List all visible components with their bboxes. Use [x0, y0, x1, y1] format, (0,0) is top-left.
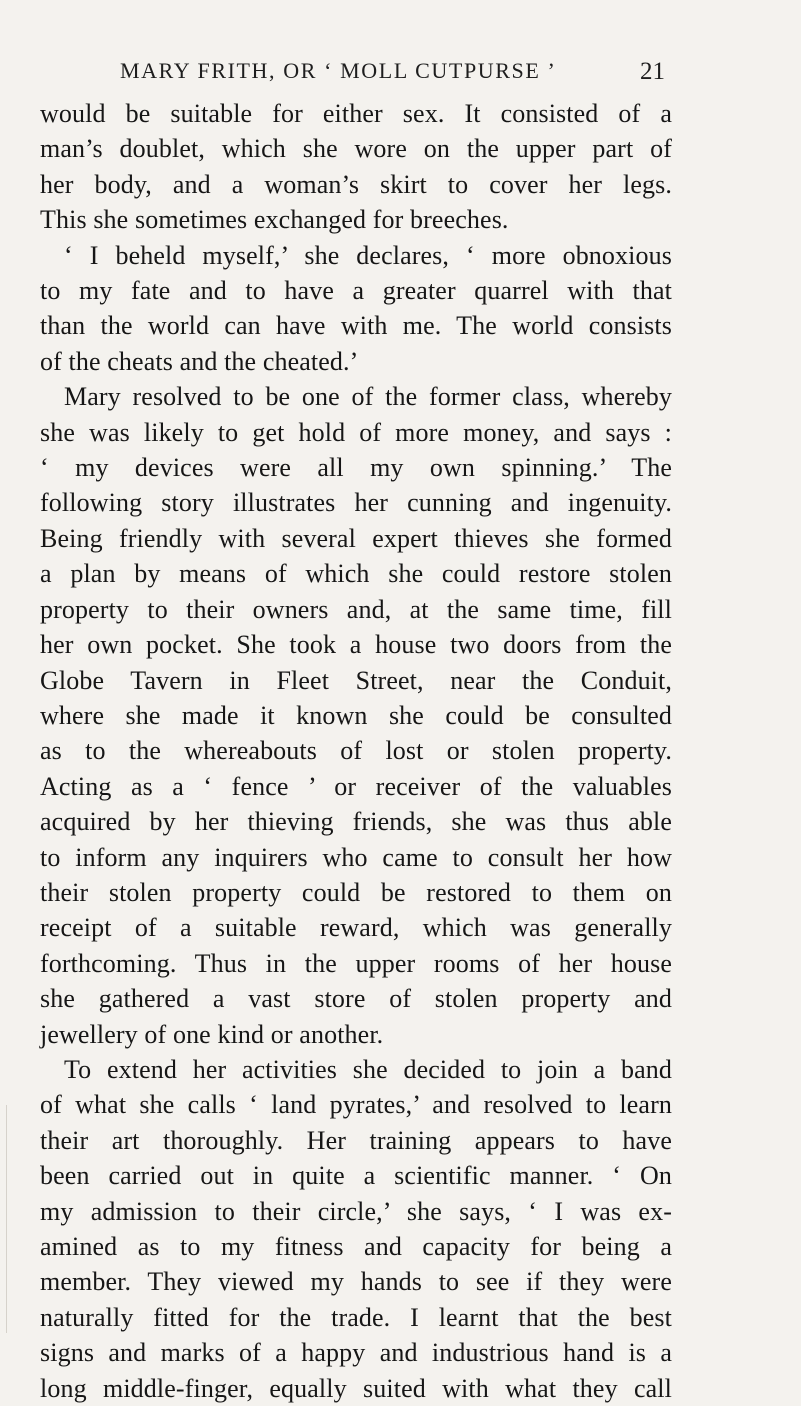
text-line: jewellery of one kind or another.: [40, 1019, 384, 1049]
text-line: Mary resolved to be one of the former class, whereby: [64, 382, 672, 412]
text-line: forthcoming. Thus in the upper rooms of her house: [40, 948, 672, 978]
text-line: following story illustrates her cunning and ingenuity.: [40, 488, 672, 518]
text-line: of the cheats and the cheated.’: [40, 346, 359, 376]
text-line: my admission to their circle,’ she says, ‘ I was ex-: [40, 1196, 672, 1226]
text-line: Being friendly with several expert thieves she formed: [40, 523, 672, 553]
running-head: MARY FRITH, OR ‘ MOLL CUTPURSE ’: [120, 58, 557, 83]
text-line: member. They viewed my hands to see if they were: [40, 1267, 672, 1297]
text-line: her own pocket. She took a house two doors from the: [40, 630, 672, 660]
text-line: signs and marks of a happy and industrious hand is a: [40, 1338, 672, 1368]
text-line: To extend her activities she decided to join a band: [64, 1054, 672, 1084]
text-line: ‘ my devices were all my own spinning.’ The: [40, 453, 672, 483]
page-header: [120, 58, 665, 92]
text-line: Globe Tavern in Fleet Street, near the Conduit,: [40, 665, 672, 695]
text-line: amined as to my fitness and capacity for being a: [40, 1232, 672, 1261]
text-line: her body, and a woman’s skirt to cover her legs.: [40, 169, 672, 199]
text-line: Acting as a ‘ fence ’ or receiver of the valuables: [40, 771, 672, 801]
text-line: their art thoroughly. Her training appears to have: [40, 1125, 672, 1155]
text-line: their stolen property could be restored to them on: [40, 877, 672, 907]
text-line: acquired by her thieving friends, she was thus able: [40, 807, 672, 837]
text-line: as to the whereabouts of lost or stolen property.: [40, 736, 672, 766]
text-line: long middle-finger, equally suited with what they call: [40, 1373, 672, 1403]
text-line: ‘ I beheld myself,’ she declares, ‘ more obnoxious: [64, 240, 672, 270]
text-line: where she made it known she could be consulted: [40, 700, 672, 730]
text-line: of what she calls ‘ land pyrates,’ and resolved to learn: [40, 1090, 672, 1120]
text-line: she gathered a vast store of stolen property and: [40, 984, 672, 1014]
text-line: man’s doublet, which she wore on the upper part of: [40, 134, 672, 164]
body-text: [40, 96, 672, 1406]
text-line: to my fate and to have a greater quarrel with that: [40, 276, 672, 306]
page-number: 21: [640, 58, 665, 85]
text-line: This she sometimes exchanged for breeches.: [40, 205, 509, 235]
text-line: she was likely to get hold of more money, and says :: [40, 417, 672, 447]
text-line: property to their owners and, at the same time, fill: [40, 594, 672, 624]
text-line: than the world can have with me. The world consists: [40, 311, 672, 341]
text-line: a plan by means of which she could restore stolen: [40, 559, 672, 589]
text-line: been carried out in quite a scientific manner. ‘ On: [40, 1161, 672, 1191]
text-line: receipt of a suitable reward, which was generally: [40, 913, 672, 943]
text-line: to inform any inquirers who came to consult her how: [40, 842, 672, 872]
scan-edge-line: [6, 1105, 7, 1333]
text-line: would be suitable for either sex. It consisted of a: [40, 99, 672, 128]
text-line: naturally fitted for the trade. I learnt that the best: [40, 1302, 672, 1332]
